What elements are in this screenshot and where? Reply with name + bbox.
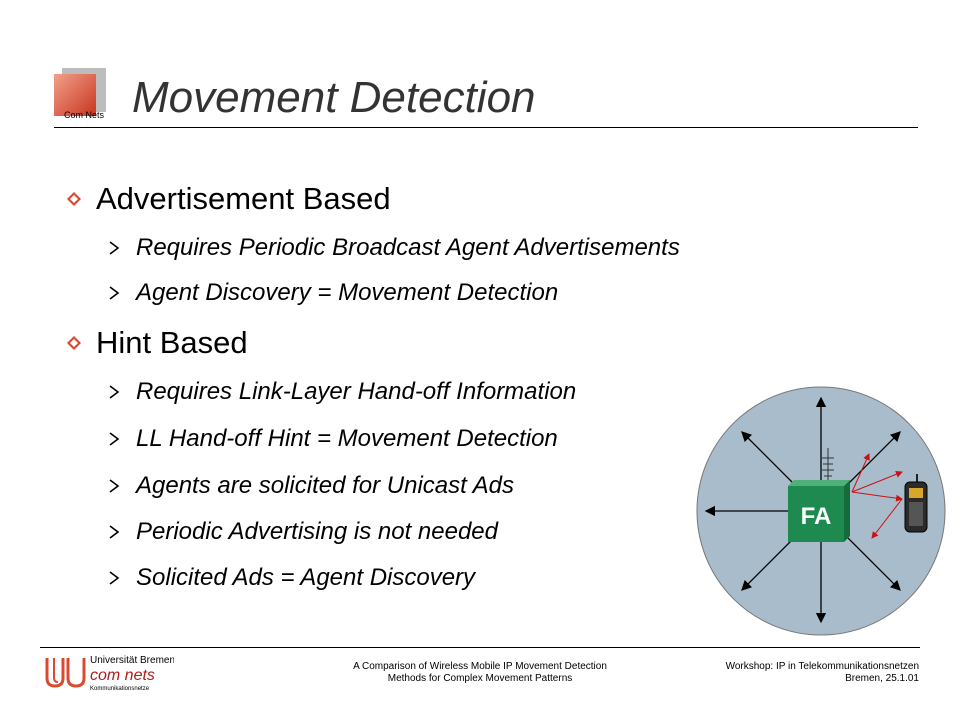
section-heading: Hint Based — [96, 325, 248, 360]
footer-divider — [40, 647, 920, 648]
list-item: Requires Periodic Broadcast Agent Advertisements — [108, 233, 680, 263]
list-item: Agents are solicited for Unicast Ads — [108, 471, 514, 501]
section-heading: Advertisement Based — [96, 181, 391, 216]
mobile-phone-icon — [905, 474, 927, 532]
logo-text: Com Nets — [64, 110, 105, 120]
arrow-bullet-icon — [108, 432, 136, 446]
university-logo — [44, 652, 174, 692]
list-item: Requires Link-Layer Hand-off Information — [108, 377, 576, 407]
slide-title: Movement Detection — [132, 73, 536, 122]
section-advertisement-based — [66, 181, 391, 217]
title-divider — [54, 127, 918, 128]
section-hint-based — [66, 325, 248, 361]
fa-label: FA — [800, 503, 832, 530]
arrow-bullet-icon — [108, 286, 136, 300]
list-item: Periodic Advertising is not needed — [108, 517, 498, 547]
footer-paper-title: A Comparison of Wireless Mobile IP Movement Detection Methods for Complex Movement Patterns — [353, 661, 607, 684]
comnets-logo — [54, 68, 112, 126]
arrow-bullet-icon — [108, 571, 136, 585]
arrow-bullet-icon — [108, 525, 136, 539]
arrow-bullet-icon — [108, 241, 136, 255]
arrow-bullet-icon — [108, 479, 136, 493]
fa-box — [788, 480, 850, 542]
foreign-agent-diagram — [696, 386, 946, 636]
list-item: Agent Discovery = Movement Detection — [108, 278, 558, 308]
list-item: Solicited Ads = Agent Discovery — [108, 563, 475, 593]
footer-event: Workshop: IP in Telekommunikationsnetzen Bremen, 25.1.01 — [725, 661, 919, 684]
university-name: Universität Bremen — [90, 655, 174, 666]
comnets-name: com nets — [90, 667, 155, 684]
arrow-bullet-icon — [108, 385, 136, 399]
diamond-bullet-icon — [66, 191, 96, 207]
comnets-subtitle: Kommunikationsnetze — [90, 686, 150, 692]
diamond-bullet-icon — [66, 335, 96, 351]
list-item: LL Hand-off Hint = Movement Detection — [108, 424, 558, 454]
